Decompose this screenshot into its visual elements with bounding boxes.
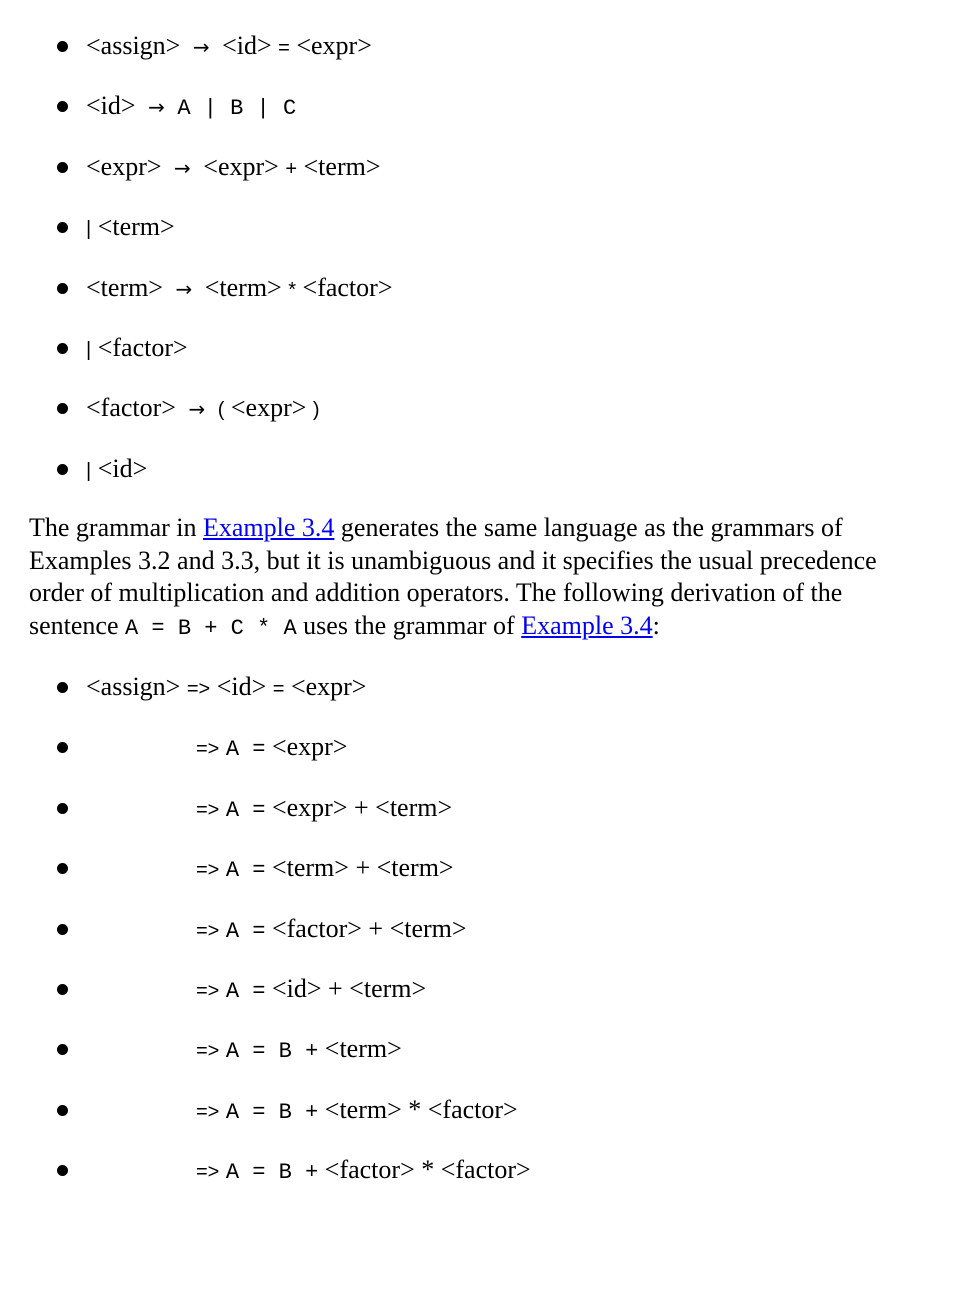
bullet-icon	[57, 863, 68, 874]
list-item: | <term>	[0, 211, 962, 271]
list-item: => A = B + <factor> * <factor>	[0, 1154, 962, 1214]
list-item: <assign> => <id> = <expr>	[0, 671, 962, 731]
list-item: => A = <factor> + <term>	[0, 913, 962, 973]
list-item: <assign> → <id> = <expr>	[0, 30, 962, 90]
bullet-icon	[57, 222, 68, 233]
bullet-icon	[57, 162, 68, 173]
grammar-rule-list	[0, 30, 962, 513]
list-item: => A = <expr>	[0, 731, 962, 791]
list-item: <factor> → ( <expr> )	[0, 392, 962, 452]
list-item: => A = <expr> + <term>	[0, 792, 962, 852]
bullet-icon	[57, 803, 68, 814]
list-item: <id> → A | B | C	[0, 90, 962, 150]
list-item: | <id>	[0, 453, 962, 513]
bullet-icon	[57, 984, 68, 995]
sentence-code: A = B + C * A	[125, 615, 297, 641]
bullet-icon	[57, 283, 68, 294]
bullet-icon	[57, 924, 68, 935]
bullet-icon	[57, 101, 68, 112]
list-item: <expr> → <expr> + <term>	[0, 151, 962, 211]
bullet-icon	[57, 1044, 68, 1055]
bullet-icon	[57, 41, 68, 52]
list-item: => A = B + <term>	[0, 1033, 962, 1093]
bullet-icon	[57, 403, 68, 414]
bullet-icon	[57, 343, 68, 354]
list-item: => A = <term> + <term>	[0, 852, 962, 912]
bullet-icon	[57, 1105, 68, 1116]
bullet-icon	[57, 742, 68, 753]
list-item: => A = <id> + <term>	[0, 973, 962, 1033]
example-3-4-link-2[interactable]: Example 3.4	[521, 610, 653, 640]
bullet-icon	[57, 464, 68, 475]
list-item: => A = B + <term> * <factor>	[0, 1094, 962, 1154]
derivation-list	[0, 671, 962, 1215]
bullet-icon	[57, 682, 68, 693]
example-3-4-link[interactable]: Example 3.4	[203, 513, 335, 542]
bullet-icon	[57, 1165, 68, 1176]
list-item: | <factor>	[0, 332, 962, 392]
explanation-paragraph: The grammar in Example 3.4 generates the same language as the grammars of Examples 3.2 and 3.3, but it is unambiguous and it specifies the usual precedence order of multiplication and addition operators. The following derivation of the sentence A = B + C * A uses the grammar of Example 3.4:	[29, 513, 877, 641]
list-item: <term> → <term> * <factor>	[0, 272, 962, 332]
